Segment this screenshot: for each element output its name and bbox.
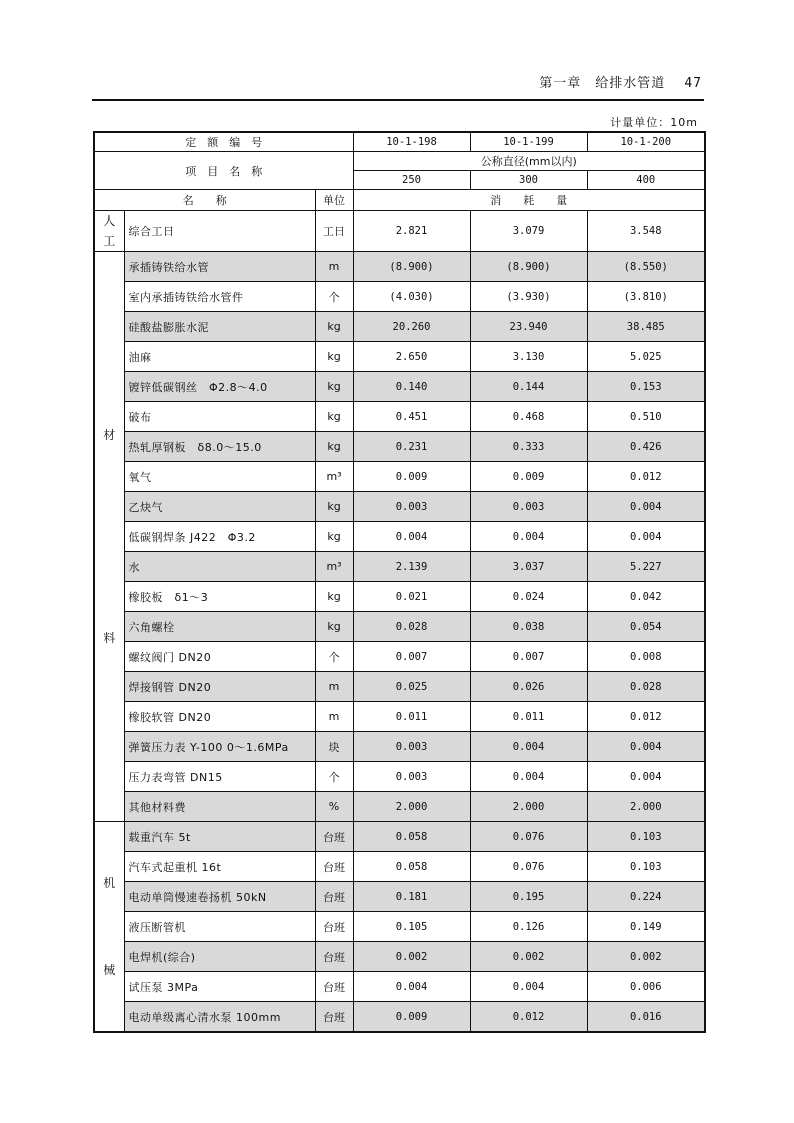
item-name: 焊接钢管 DN20 xyxy=(124,672,315,702)
consumption-value: 0.003 xyxy=(353,732,470,762)
quota-code: 10-1-199 xyxy=(470,132,587,152)
consumption-value: 0.009 xyxy=(353,462,470,492)
item-name: 热轧厚钢板 δ8.0～15.0 xyxy=(124,432,315,462)
consumption-value: 3.037 xyxy=(470,552,587,582)
consumption-value: (8.900) xyxy=(470,252,587,282)
consumption-value: 0.004 xyxy=(587,522,705,552)
consumption-value: 0.153 xyxy=(587,372,705,402)
item-unit: kg xyxy=(315,612,353,642)
consumption-value: 0.058 xyxy=(353,852,470,882)
item-name: 油麻 xyxy=(124,342,315,372)
consumption-value: (8.900) xyxy=(353,252,470,282)
material-row xyxy=(94,372,705,402)
quota-label: 定 额 编 号 xyxy=(94,132,353,152)
item-unit: 台班 xyxy=(315,1002,353,1033)
item-unit: 台班 xyxy=(315,972,353,1002)
diameter-value: 250 xyxy=(353,171,470,190)
consumption-value: 0.140 xyxy=(353,372,470,402)
consumption-value: 0.003 xyxy=(353,762,470,792)
item-unit: 台班 xyxy=(315,912,353,942)
consumption-value: 20.260 xyxy=(353,312,470,342)
consumption-value: 2.139 xyxy=(353,552,470,582)
consumption-value: 0.058 xyxy=(353,822,470,852)
diameter-value: 400 xyxy=(587,171,705,190)
page-header xyxy=(539,72,702,91)
consumption-value: 0.004 xyxy=(470,522,587,552)
item-unit: kg xyxy=(315,312,353,342)
item-unit: m xyxy=(315,252,353,282)
consumption-value: 0.004 xyxy=(470,972,587,1002)
category-char: 机 xyxy=(103,876,116,890)
consumption-value: 0.103 xyxy=(587,822,705,852)
item-name: 低碳钢焊条 J422 Φ3.2 xyxy=(124,522,315,552)
diameter-label: 公称直径(mm以内) xyxy=(353,152,705,171)
consumption-value: 0.004 xyxy=(353,522,470,552)
item-name-label: 项 目 名 称 xyxy=(94,152,353,190)
material-row xyxy=(94,312,705,342)
material-row xyxy=(94,432,705,462)
material-row xyxy=(94,492,705,522)
consumption-value: 0.026 xyxy=(470,672,587,702)
item-unit: 工日 xyxy=(315,211,353,252)
item-unit: kg xyxy=(315,522,353,552)
consumption-value: 0.004 xyxy=(587,732,705,762)
consumption-value: 0.468 xyxy=(470,402,587,432)
consumption-value: 3.079 xyxy=(470,211,587,252)
material-category-label xyxy=(94,252,124,822)
machinery-row xyxy=(94,852,705,882)
consumption-value: (3.810) xyxy=(587,282,705,312)
col-unit-header: 单位 xyxy=(315,190,353,211)
col-name-header: 名 称 xyxy=(94,190,315,211)
material-row xyxy=(94,702,705,732)
category-char: 械 xyxy=(103,963,116,977)
consumption-value: 0.144 xyxy=(470,372,587,402)
quota-code: 10-1-198 xyxy=(353,132,470,152)
material-row xyxy=(94,342,705,372)
consumption-value: 0.009 xyxy=(353,1002,470,1033)
item-name: 承插铸铁给水管 xyxy=(124,252,315,282)
item-name: 电焊机(综合) xyxy=(124,942,315,972)
consumption-value: 2.000 xyxy=(353,792,470,822)
consumption-value: 0.426 xyxy=(587,432,705,462)
consumption-value: (3.930) xyxy=(470,282,587,312)
consumption-value: 0.002 xyxy=(587,942,705,972)
item-name: 弹簧压力表 Y-100 0～1.6MPa xyxy=(124,732,315,762)
item-unit: m xyxy=(315,672,353,702)
item-unit: kg xyxy=(315,402,353,432)
item-name: 汽车式起重机 16t xyxy=(124,852,315,882)
machinery-row xyxy=(94,912,705,942)
diameter-value: 300 xyxy=(470,171,587,190)
item-name: 压力表弯管 DN15 xyxy=(124,762,315,792)
item-unit: kg xyxy=(315,492,353,522)
labor-row xyxy=(94,211,705,252)
item-unit: 个 xyxy=(315,762,353,792)
consumption-value: 0.011 xyxy=(353,702,470,732)
quota-code-row xyxy=(94,132,705,152)
consumption-value: 0.028 xyxy=(587,672,705,702)
consumption-value: 23.940 xyxy=(470,312,587,342)
item-unit: kg xyxy=(315,372,353,402)
category-char: 工 xyxy=(103,234,116,248)
consumption-value: 0.076 xyxy=(470,822,587,852)
item-name: 其他材料费 xyxy=(124,792,315,822)
material-row xyxy=(94,282,705,312)
machinery-row xyxy=(94,972,705,1002)
material-row xyxy=(94,762,705,792)
consumption-value: 0.007 xyxy=(470,642,587,672)
consumption-value: 0.076 xyxy=(470,852,587,882)
consumption-value: 2.000 xyxy=(470,792,587,822)
item-name: 六角螺栓 xyxy=(124,612,315,642)
item-name: 橡胶板 δ1～3 xyxy=(124,582,315,612)
consumption-value: 0.510 xyxy=(587,402,705,432)
consumption-value: 0.025 xyxy=(353,672,470,702)
material-row xyxy=(94,792,705,822)
item-unit: 台班 xyxy=(315,882,353,912)
consumption-value: 0.126 xyxy=(470,912,587,942)
material-row xyxy=(94,522,705,552)
machinery-row xyxy=(94,1002,705,1033)
item-unit: kg xyxy=(315,342,353,372)
consumption-value: 0.007 xyxy=(353,642,470,672)
consumption-value: 0.451 xyxy=(353,402,470,432)
item-unit: kg xyxy=(315,432,353,462)
material-row xyxy=(94,732,705,762)
consumption-value: 0.042 xyxy=(587,582,705,612)
consumption-value: 0.006 xyxy=(587,972,705,1002)
item-name: 综合工日 xyxy=(124,211,315,252)
quota-table xyxy=(93,131,706,1033)
consumption-value: 2.650 xyxy=(353,342,470,372)
machinery-row xyxy=(94,822,705,852)
consumption-value: 2.000 xyxy=(587,792,705,822)
item-unit: kg xyxy=(315,582,353,612)
item-unit: m xyxy=(315,702,353,732)
item-name: 电动单筒慢速卷扬机 50kN xyxy=(124,882,315,912)
consumption-value: 0.333 xyxy=(470,432,587,462)
consumption-value: 0.002 xyxy=(353,942,470,972)
consumption-value: 0.224 xyxy=(587,882,705,912)
item-name: 试压泵 3MPa xyxy=(124,972,315,1002)
material-row xyxy=(94,402,705,432)
header-rule xyxy=(92,99,704,101)
material-row xyxy=(94,672,705,702)
labor-category-label xyxy=(94,211,124,252)
item-unit: m³ xyxy=(315,462,353,492)
quota-code: 10-1-200 xyxy=(587,132,705,152)
col-consumption-header: 消 耗 量 xyxy=(353,190,705,211)
material-row xyxy=(94,582,705,612)
material-row xyxy=(94,612,705,642)
category-char: 料 xyxy=(103,631,116,645)
consumption-value: 0.003 xyxy=(353,492,470,522)
machinery-category-label xyxy=(94,822,124,1033)
consumption-value: 3.130 xyxy=(470,342,587,372)
consumption-value: 0.231 xyxy=(353,432,470,462)
consumption-value: (8.550) xyxy=(587,252,705,282)
consumption-value: 0.004 xyxy=(470,762,587,792)
consumption-value: 0.012 xyxy=(470,1002,587,1033)
material-row xyxy=(94,642,705,672)
category-char: 人 xyxy=(103,214,116,228)
item-name: 液压断管机 xyxy=(124,912,315,942)
item-name: 电动单级离心清水泵 100mm xyxy=(124,1002,315,1033)
consumption-value: 0.181 xyxy=(353,882,470,912)
consumption-value: 0.054 xyxy=(587,612,705,642)
consumption-value: 0.004 xyxy=(587,492,705,522)
diameter-label-row xyxy=(94,152,705,171)
consumption-value: 0.003 xyxy=(470,492,587,522)
consumption-value: 0.004 xyxy=(587,762,705,792)
item-unit: 块 xyxy=(315,732,353,762)
material-row xyxy=(94,252,705,282)
item-name: 螺纹阀门 DN20 xyxy=(124,642,315,672)
item-name: 破布 xyxy=(124,402,315,432)
item-unit: 个 xyxy=(315,282,353,312)
consumption-value: 2.821 xyxy=(353,211,470,252)
consumption-value: 0.024 xyxy=(470,582,587,612)
consumption-value: 0.008 xyxy=(587,642,705,672)
item-name: 载重汽车 5t xyxy=(124,822,315,852)
consumption-value: 0.195 xyxy=(470,882,587,912)
consumption-value: 0.004 xyxy=(353,972,470,1002)
page-number: 47 xyxy=(684,76,702,91)
item-unit: % xyxy=(315,792,353,822)
consumption-value: 0.105 xyxy=(353,912,470,942)
machinery-row xyxy=(94,942,705,972)
machinery-row xyxy=(94,882,705,912)
item-name: 橡胶软管 DN20 xyxy=(124,702,315,732)
category-char: 材 xyxy=(103,428,116,442)
consumption-value: 0.021 xyxy=(353,582,470,612)
item-unit: 个 xyxy=(315,642,353,672)
item-unit: 台班 xyxy=(315,822,353,852)
consumption-value: 0.149 xyxy=(587,912,705,942)
column-header-row xyxy=(94,190,705,211)
consumption-value: 3.548 xyxy=(587,211,705,252)
consumption-value: 0.012 xyxy=(587,462,705,492)
consumption-value: 5.227 xyxy=(587,552,705,582)
consumption-value: 0.002 xyxy=(470,942,587,972)
unit-note: 计量单位：10m xyxy=(610,116,698,129)
consumption-value: 38.485 xyxy=(587,312,705,342)
item-unit: m³ xyxy=(315,552,353,582)
item-name: 镀锌低碳钢丝 Φ2.8～4.0 xyxy=(124,372,315,402)
item-name: 硅酸盐膨胀水泥 xyxy=(124,312,315,342)
material-row xyxy=(94,462,705,492)
consumption-value: 0.011 xyxy=(470,702,587,732)
consumption-value: (4.030) xyxy=(353,282,470,312)
consumption-value: 0.038 xyxy=(470,612,587,642)
material-row xyxy=(94,552,705,582)
consumption-value: 0.103 xyxy=(587,852,705,882)
consumption-value: 0.028 xyxy=(353,612,470,642)
consumption-value: 0.004 xyxy=(470,732,587,762)
item-name: 室内承插铸铁给水管件 xyxy=(124,282,315,312)
consumption-value: 0.012 xyxy=(587,702,705,732)
item-name: 氧气 xyxy=(124,462,315,492)
chapter-title: 第一章 给排水管道 xyxy=(539,76,666,91)
item-name: 水 xyxy=(124,552,315,582)
consumption-value: 0.016 xyxy=(587,1002,705,1033)
consumption-value: 0.009 xyxy=(470,462,587,492)
item-name: 乙炔气 xyxy=(124,492,315,522)
item-unit: 台班 xyxy=(315,942,353,972)
item-unit: 台班 xyxy=(315,852,353,882)
consumption-value: 5.025 xyxy=(587,342,705,372)
